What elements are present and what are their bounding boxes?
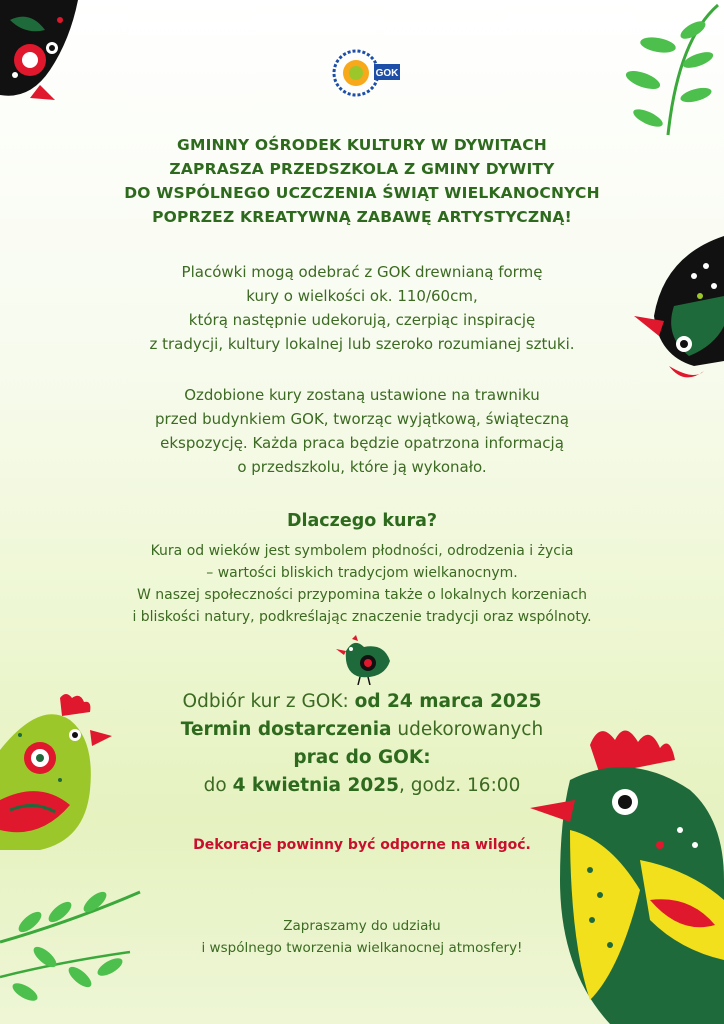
warning-text: Dekoracje powinny być odporne na wilgoć.	[193, 837, 531, 853]
pickup-label: Odbiór kur z GOK:	[182, 691, 355, 712]
paragraph-line: o przedszkolu, które ją wykonało.	[237, 458, 487, 476]
headline-line: ZAPRASZA PRZEDSZKOLA Z GMINY DYWITY	[169, 160, 555, 178]
pickup-date: od 24 marca 2025	[354, 691, 542, 712]
headline-line: GMINNY OŚRODEK KULTURY W DYWITACH	[177, 136, 547, 154]
headline-line: DO WSPÓLNEGO UCZCZENIA ŚWIĄT WIELKANOCNYCH	[124, 184, 600, 202]
paragraph-line: ekspozycję. Każda praca będzie opatrzona informacją	[160, 434, 564, 452]
gok-logo-icon	[330, 46, 402, 100]
logo-caption: GOK	[375, 68, 399, 79]
paragraph-pickup	[0, 260, 724, 356]
rooster-right-icon	[634, 236, 724, 386]
deadline-target: prac do GOK:	[293, 747, 431, 768]
invite-line: Zapraszamy do udziału	[283, 918, 441, 934]
paragraph-line: Placówki mogą odebrać z GOK drewnianą formę	[181, 263, 543, 281]
why-line: Kura od wieków jest symbolem płodności, odrodzenia i życia	[150, 543, 574, 559]
paragraph-line: przed budynkiem GOK, tworząc wyjątkową, świąteczną	[155, 410, 569, 428]
deadline-rest: udekorowanych	[391, 719, 544, 740]
why-line: i bliskości natury, podkreślając znaczenie tradycji oraz wspólnoty.	[132, 609, 592, 625]
headline-line: POPRZEZ KREATYWNĄ ZABAWĘ ARTYSTYCZNĄ!	[152, 208, 572, 226]
paragraph-line: kury o wielkości ok. 110/60cm,	[246, 287, 478, 305]
paragraph-line: Ozdobione kury zostaną ustawione na trawniku	[184, 386, 540, 404]
hen-left-icon	[0, 690, 115, 860]
invite-text	[0, 915, 724, 959]
vine-topright-icon	[598, 0, 724, 140]
invite-line: i wspólnego tworzenia wielkanocnej atmosfery!	[201, 940, 523, 956]
deadline-label: Termin dostarczenia	[180, 719, 392, 740]
small-hen-icon	[334, 633, 392, 685]
deadline-time: , godz. 16:00	[398, 775, 521, 796]
deadline-date: 4 kwietnia 2025	[232, 775, 399, 796]
headline	[0, 133, 724, 229]
deadline-prefix: do	[203, 775, 233, 796]
why-line: – wartości bliskich tradycjom wielkanocnym.	[206, 565, 518, 581]
why-text	[0, 540, 724, 628]
rooster-bottomright-icon	[530, 720, 724, 1024]
paragraph-line: którą następnie udekorują, czerpiąc inspirację	[188, 311, 536, 329]
rooster-topleft-icon	[0, 0, 80, 110]
why-title: Dlaczego kura?	[286, 511, 438, 531]
paragraph-exhibition	[0, 383, 724, 479]
paragraph-line: z tradycji, kultury lokalnej lub szeroko rozumianej sztuki.	[149, 335, 575, 353]
why-line: W naszej społeczności przypomina także o lokalnych korzeniach	[136, 587, 588, 603]
